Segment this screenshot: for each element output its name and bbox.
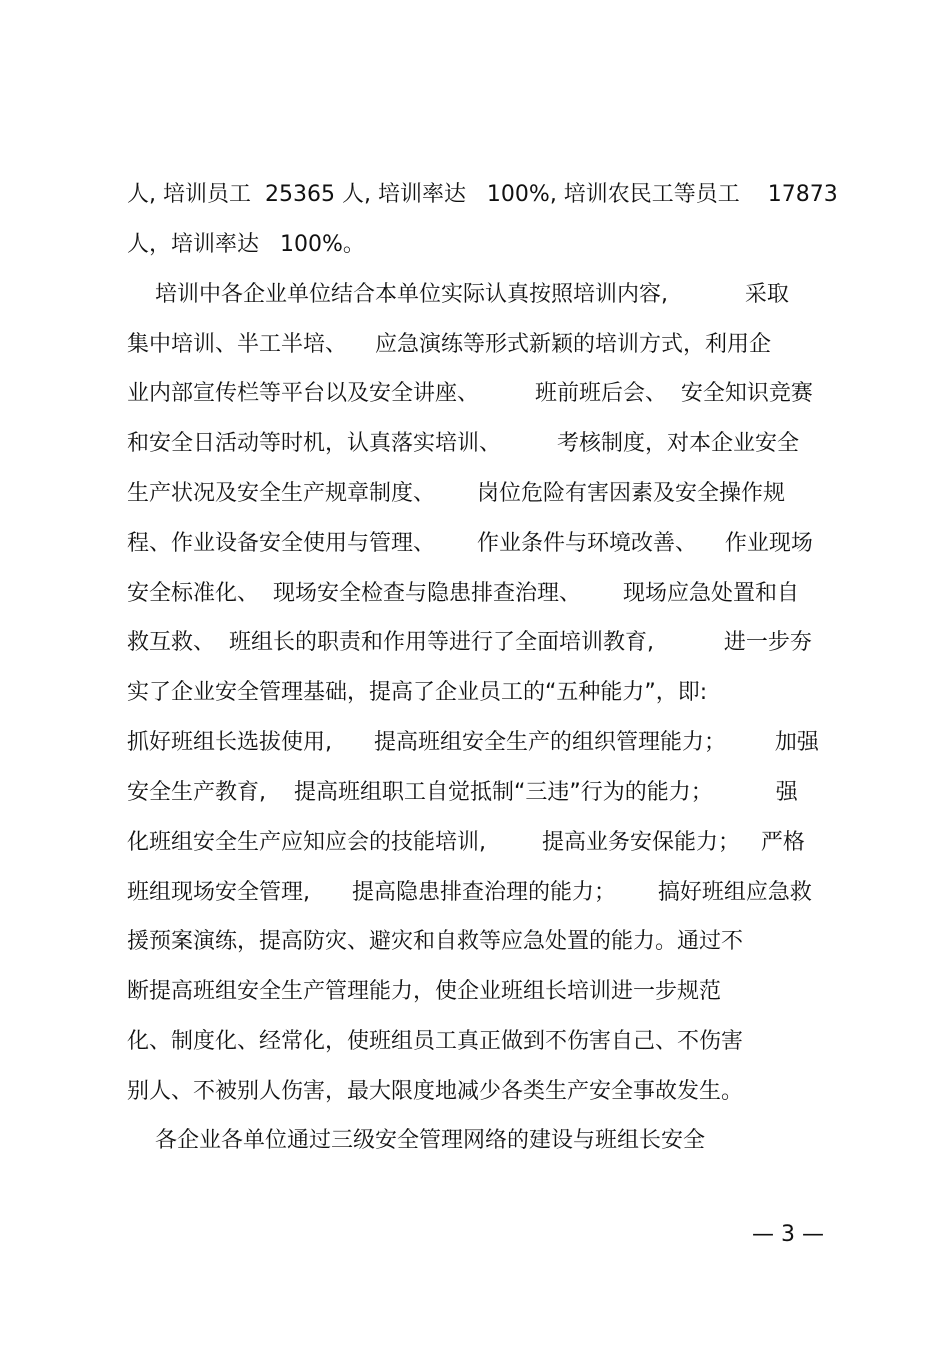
text-line: 生产状况及安全生产规章制度、 岗位危险有害因素及安全操作规 [127, 481, 785, 506]
text-line: 安全标准化、 现场安全检查与隐患排查治理、 现场应急处置和自 [127, 581, 799, 606]
text-line: 化、制度化、经常化，使班组员工真正做到不伤害自己、不伤害 [127, 1029, 744, 1054]
text-line: 化班组安全生产应知应会的技能培训, 提高业务安保能力； 严格 [127, 830, 805, 855]
text-line: 程、作业设备安全使用与管理、 作业条件与环境改善、 作业现场 [127, 531, 813, 556]
text-line: 各企业各单位通过三级安全管理网络的建设与班组长安全 [127, 1128, 705, 1153]
text-line: 人, 培训员工 25365 人, 培训率达 100%, 培训农民工等员工 17873 [127, 182, 838, 207]
text-line: 和安全日活动等时机，认真落实培训、 考核制度，对本企业安全 [127, 431, 799, 456]
page-number: — 3 — [752, 1222, 824, 1247]
text-line: 人，培训率达 100%。 [127, 232, 365, 257]
text-line: 抓好班组长选拔使用, 提高班组安全生产的组织管理能力； 加强 [127, 730, 819, 755]
text-line: 班组现场安全管理, 提高隐患排查治理的能力； 搞好班组应急救 [127, 880, 812, 905]
text-line: 救互救、 班组长的职责和作用等进行了全面培训教育, 进一步夯 [127, 630, 812, 655]
text-line: 培训中各企业单位结合本单位实际认真按照培训内容, 采取 [127, 282, 789, 307]
text-line: 别人、不被别人伤害，最大限度地减少各类生产安全事故发生。 [127, 1079, 744, 1104]
text-line: 业内部宣传栏等平台以及安全讲座、 班前班后会、 安全知识竞赛 [127, 381, 813, 406]
text-line: 实了企业安全管理基础，提高了企业员工的“五种能力”，即: [127, 680, 708, 705]
text-line: 援预案演练，提高防灾、避灾和自救等应急处置的能力。通过不 [127, 929, 744, 954]
text-line: 集中培训、半工半培、 应急演练等形式新颖的培训方式，利用企 [127, 332, 771, 357]
text-line: 断提高班组安全生产管理能力，使企业班组长培训进一步规范 [127, 979, 722, 1004]
text-line: 安全生产教育, 提高班组职工自觉抵制“三违”行为的能力； 强 [127, 780, 798, 805]
